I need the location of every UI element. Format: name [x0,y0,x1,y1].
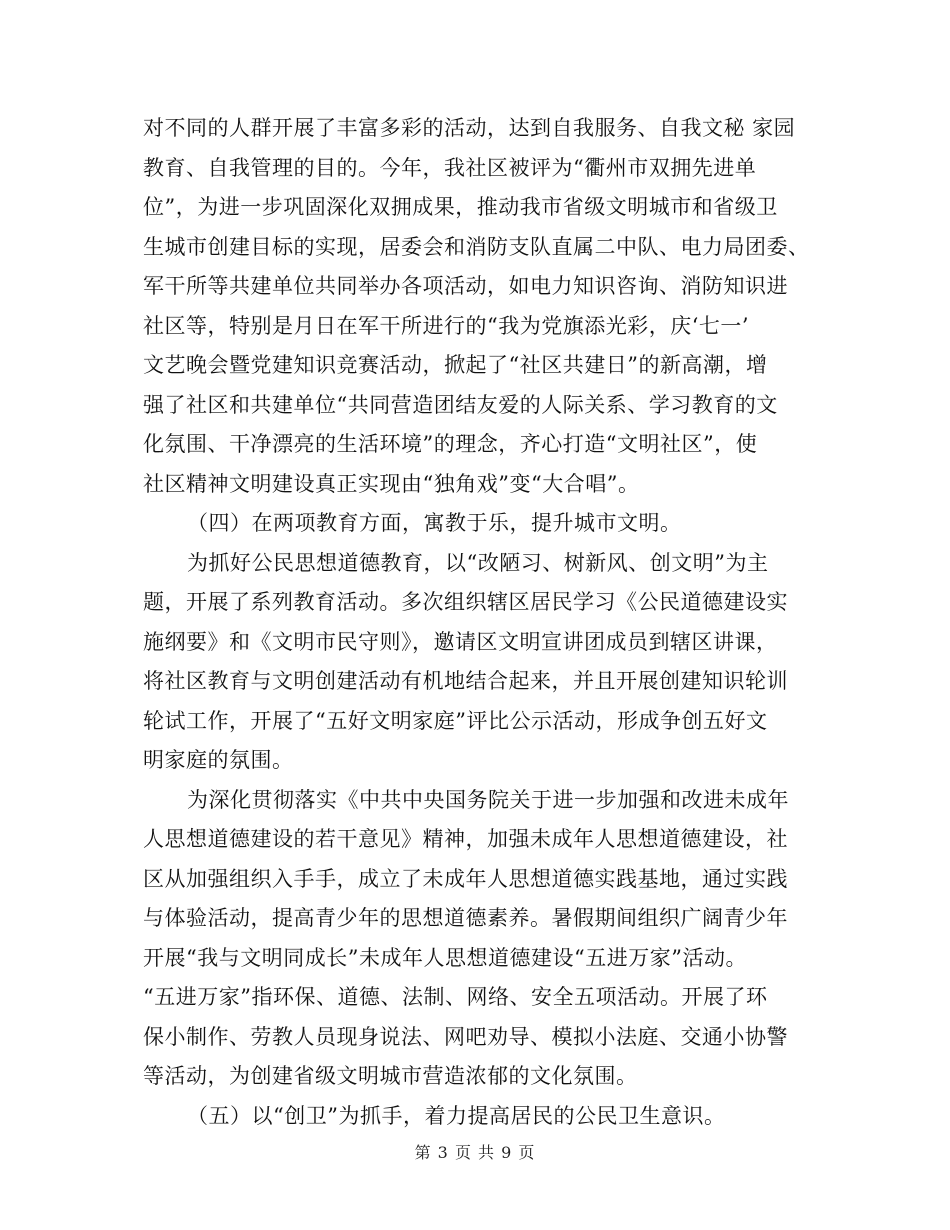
paragraph-start: 为深化贯彻落实《中共中央国务院关于进一步加强和改进未成年 [187,787,789,812]
text-line: 社区精神文明建设真正实现由“独角戏”变“大合唱”。 [143,471,640,496]
text-line: 开展“我与文明同成长”未成年人思想道德建设“五进万家”活动。 [143,945,747,970]
body-text [143,109,810,1136]
text-line: 军干所等共建单位共同举办各项活动，如电力知识咨询、消防知识进 [143,274,788,298]
section-heading: （四）在两项教育方面，寓教于乐，提升城市文明。 [187,511,682,535]
page-number: 第 3 页 共 9 页 [414,1143,536,1162]
text-line: 等活动，为创建省级文明城市营造浓郁的文化氛围。 [143,1064,638,1088]
text-line: 强了社区和共建单位“共同营造团结友爱的人际关系、学习教育的文 [143,392,778,417]
text-line: 文艺晚会暨党建知识竞赛活动，掀起了“社区共建日”的新高潮，增 [143,353,768,377]
text-line: 生城市创建目标的实现，居委会和消防支队直属二中队、电力局团委、 [143,234,810,259]
text-line: 施纲要》和《文明市民守则》，邀请区文明宣讲团成员到辖区讲课， [143,629,778,654]
text-line: 对不同的人群开展了丰富多彩的活动，达到自我服务、自我文秘 家园 [143,116,796,140]
text-line: 将社区教育与文明创建活动有机地结合起来，并且开展创建知识轮训 [143,669,788,693]
text-line: 明家庭的氛围。 [143,748,294,772]
section-heading: （五）以“创卫”为抓手，着力提高居民的公民卫生意识。 [187,1103,726,1128]
text-line: 社区等，特别是月日在军干所进行的“我为党旗添光彩，庆‘七一’ [143,313,750,338]
text-line: 与体验活动，提高青少年的思想道德素养。暑假期间组织广阔青少年 [143,906,788,930]
text-line: 化氛围、干净漂亮的生活环境”的理念，齐心打造“文明社区”，使 [143,432,758,456]
paragraph-start: 为抓好公民思想道德教育，以“改陋习、树新风、创文明”为主 [187,550,769,575]
text-line: “五进万家”指环保、道德、法制、网络、安全五项活动。开展了环 [143,985,768,1009]
text-line: 教育、自我管理的目的。今年，我社区被评为“衢州市双拥先进单 [143,155,757,180]
text-line: 位”，为进一步巩固深化双拥成果，推动我市省级文明城市和省级卫 [143,195,778,219]
text-line: 人思想道德建设的若干意见》精神，加强未成年人思想道德建设，社 [143,827,788,851]
text-line: 题，开展了系列教育活动。多次组织辖区居民学习《公民道德建设实 [143,590,788,614]
text-line: 区从加强组织入手手，成立了未成年人思想道德实践基地，通过实践 [143,866,788,891]
text-line: 轮试工作，开展了“五好文明家庭”评比公示活动，形成争创五好文 [143,708,768,733]
text-line: 保小制作、劳教人员现身说法、网吧劝导、模拟小法庭、交通小协警 [143,1024,788,1049]
